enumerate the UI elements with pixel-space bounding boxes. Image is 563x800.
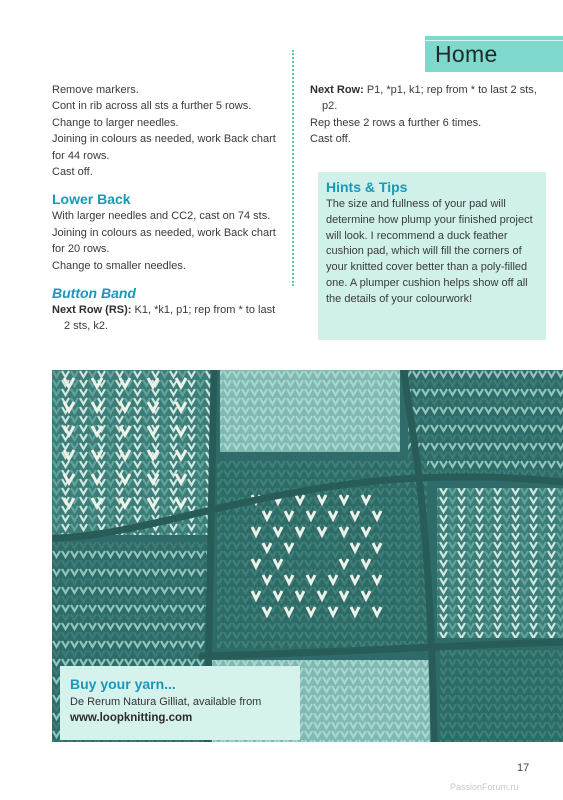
section-heading-lower-back: Lower Back xyxy=(52,191,131,208)
hints-and-tips-panel xyxy=(318,172,546,340)
instruction-line: Cast off. xyxy=(310,133,351,146)
instruction-line: Change to smaller needles. xyxy=(52,259,186,272)
right-column xyxy=(310,82,545,148)
row-label: Next Row: xyxy=(310,84,364,96)
section-heading-button-band: Button Band xyxy=(52,285,136,302)
instruction-row xyxy=(52,302,284,335)
page-number: 17 xyxy=(517,762,530,774)
buy-yarn-panel xyxy=(60,666,300,740)
instruction-line: Cast off. xyxy=(52,166,93,179)
row-text: P1, *p1, k1; rep from * to last 2 sts, p2. xyxy=(322,84,537,113)
buy-yarn-heading: Buy your yarn... xyxy=(70,676,176,692)
instruction-line: Change to larger needles. xyxy=(52,116,179,129)
section-tab-home xyxy=(425,36,563,72)
instruction-row xyxy=(310,82,545,115)
instruction-line: With larger needles and CC2, cast on 74 sts. xyxy=(52,210,271,223)
hints-heading: Hints & Tips xyxy=(326,179,408,195)
instruction-line: Cont in rib across all sts a further 5 rows. xyxy=(52,100,252,113)
instruction-line: Joining in colours as needed, work Back chart for 20 rows. xyxy=(52,226,276,256)
shop-link[interactable]: www.loopknitting.com xyxy=(70,711,193,724)
watermark: PassionForum.ru xyxy=(450,782,519,792)
instruction-line: Joining in colours as needed, work Back chart for 44 rows. xyxy=(52,133,276,162)
instruction-line: Remove markers. xyxy=(52,84,139,96)
instruction-line: Rep these 2 rows a further 6 times. xyxy=(310,116,482,129)
left-column xyxy=(52,82,284,335)
row-label: Next Row (RS): xyxy=(52,304,132,317)
section-tab-label: Home xyxy=(435,40,498,67)
column-divider xyxy=(292,50,294,286)
hints-text: The size and fullness of your pad will determine how plump your finished project will look. I recommend a duck feather cushion pad, which will fill the corners of your knitted cover better than a poly-filled one. A plumper cushion helps show off all the details of your colourwork! xyxy=(326,198,533,305)
row-text: K1, *k1, p1; rep from * to last 2 sts, k2. xyxy=(64,304,276,333)
buy-yarn-text: De Rerum Natura Gilliat, available from xyxy=(70,696,262,708)
